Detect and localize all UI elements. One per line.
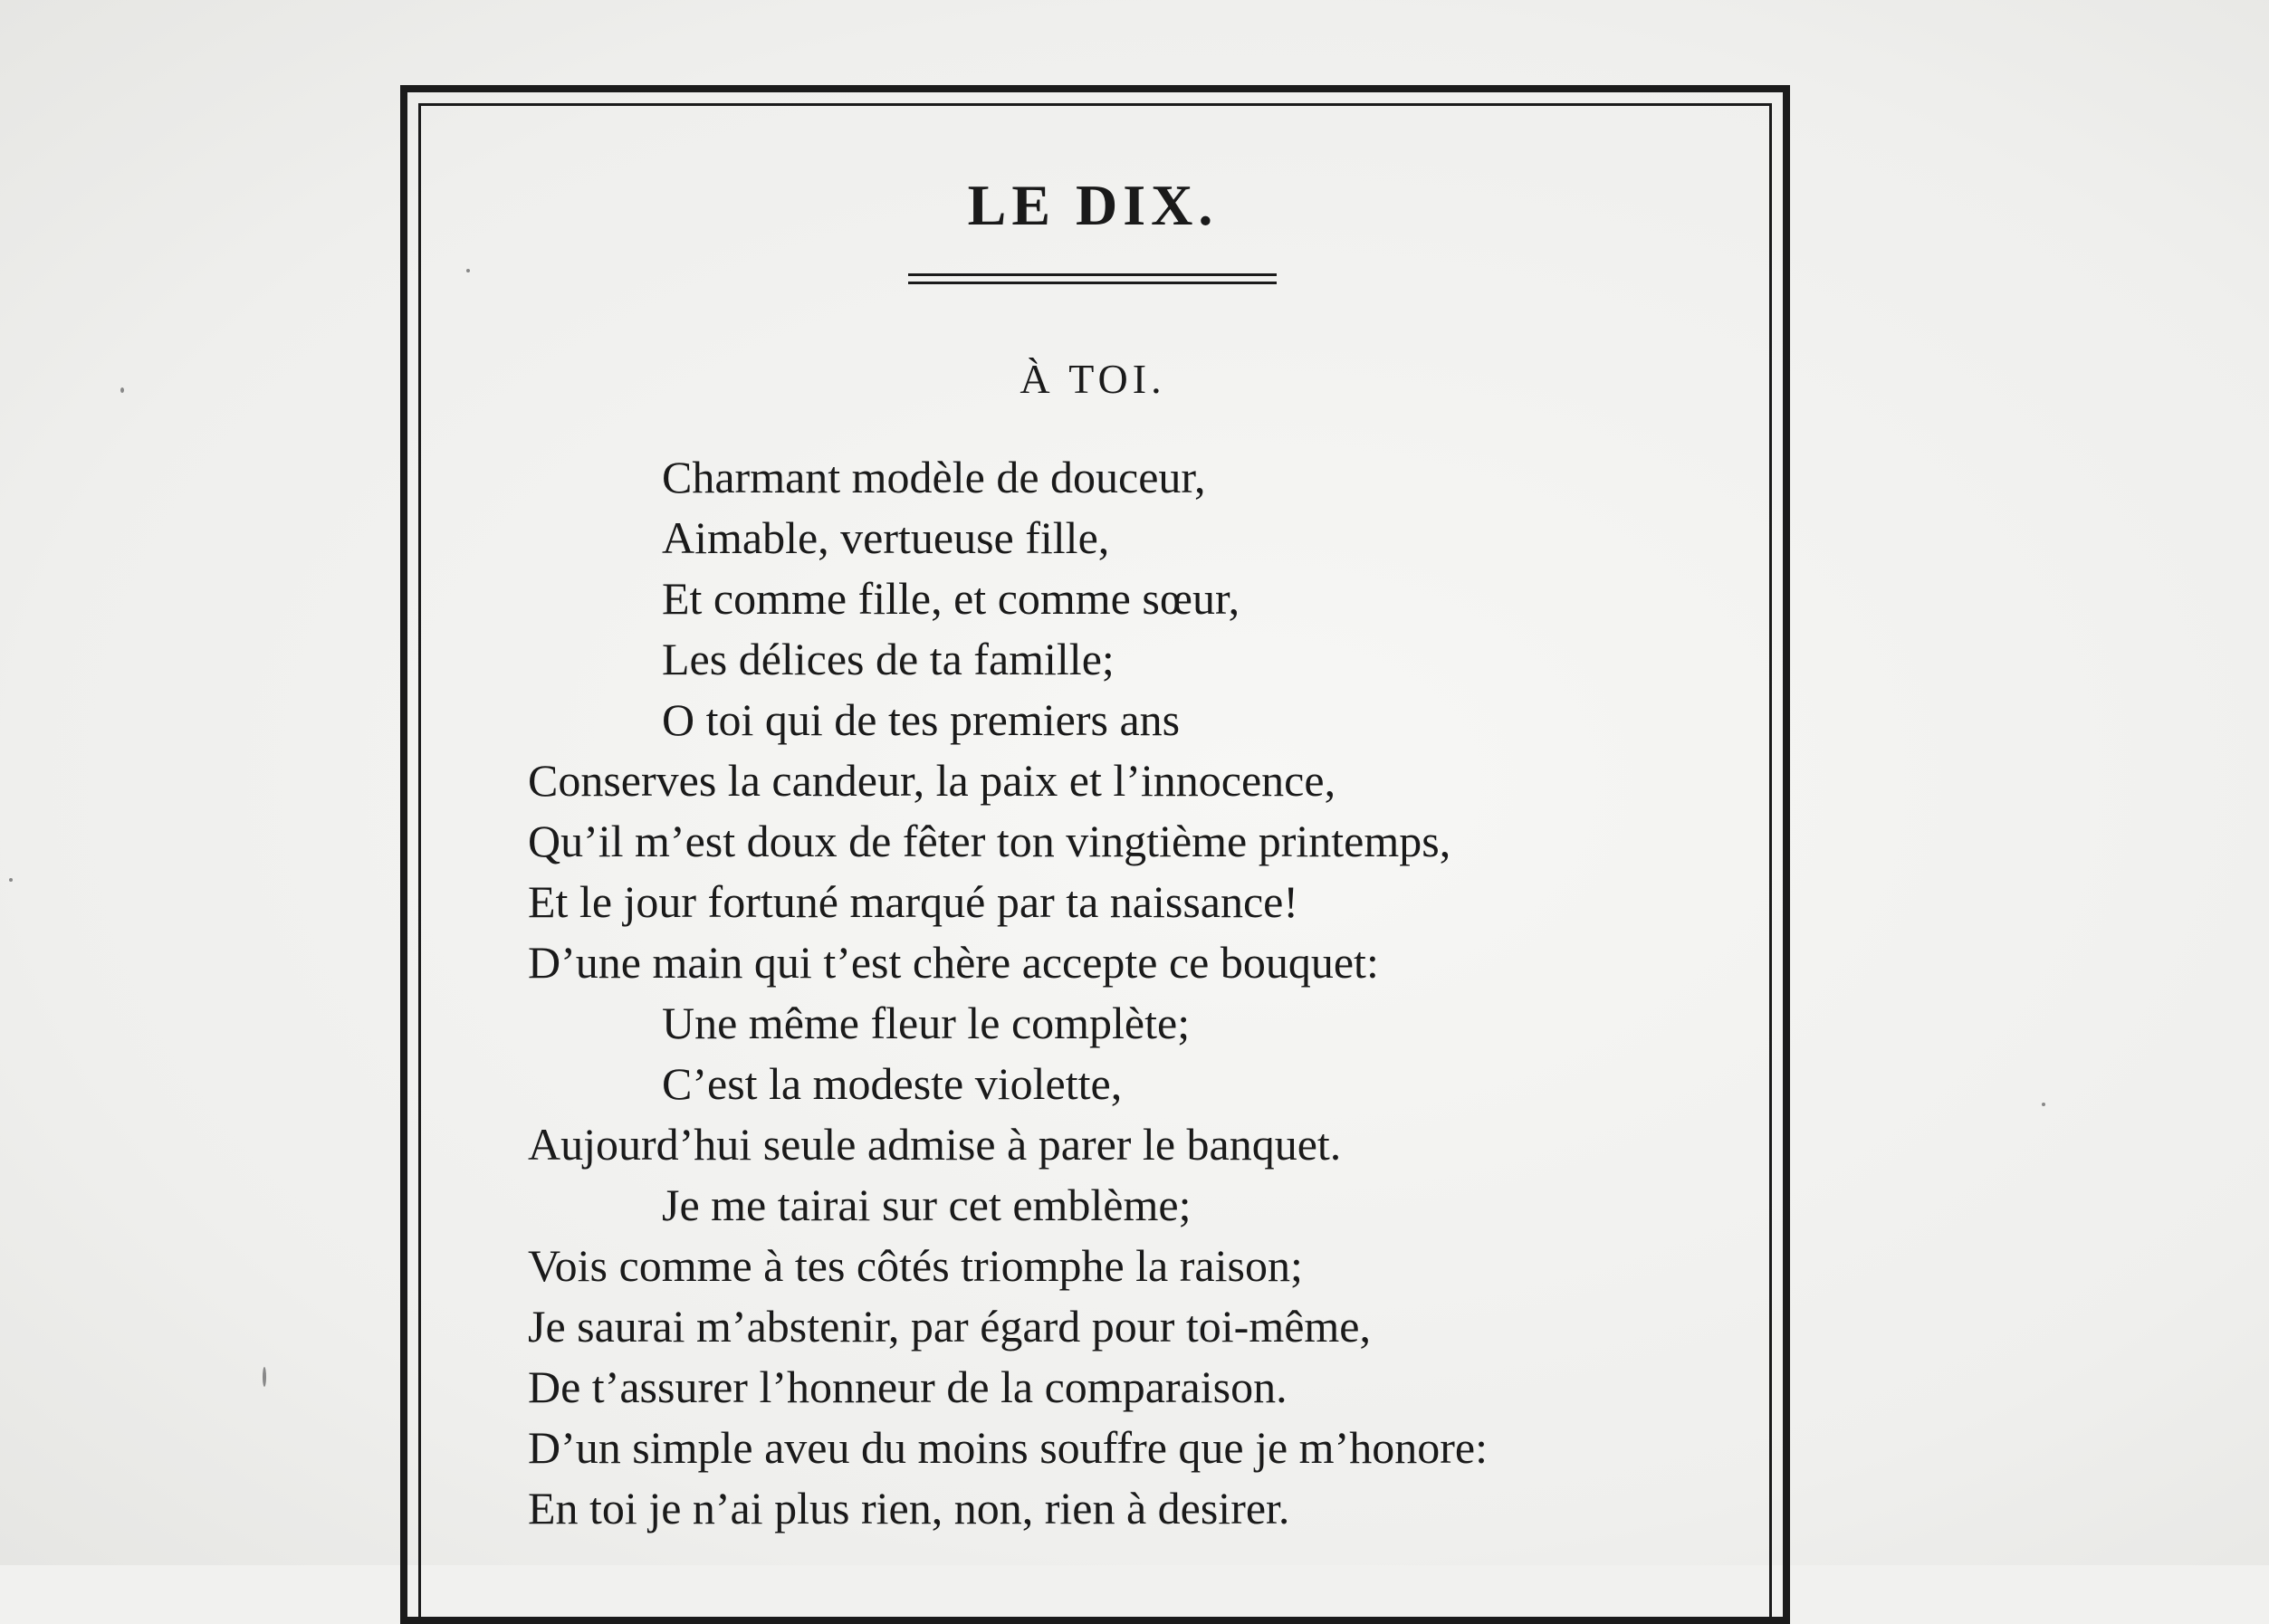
- paper-speck: [120, 387, 124, 393]
- paper-speck: [263, 1367, 266, 1387]
- poem-line: Une même fleur le complète;: [662, 998, 1191, 1048]
- poem-line: Les délices de ta famille;: [662, 634, 1115, 684]
- title-rule-lower: [908, 282, 1277, 284]
- poem-line: De t’assurer l’honneur de la comparaison.: [528, 1361, 1288, 1412]
- poem-line: Charmant modèle de douceur,: [662, 452, 1206, 502]
- title-rule-upper: [908, 273, 1277, 276]
- poem-line: En toi je n’ai plus rien, non, rien à desirer.: [528, 1483, 1290, 1533]
- poem-line: Et le jour fortuné marqué par ta naissance!: [528, 876, 1299, 927]
- poem-line: Vois comme à tes côtés triomphe la raison;: [528, 1240, 1303, 1291]
- poem-body: [528, 447, 1488, 1539]
- paper-speck: [2042, 1103, 2045, 1106]
- poem-line: Aujourd’hui seule admise à parer le banquet.: [528, 1119, 1342, 1170]
- poem-line: O toi qui de tes premiers ans: [662, 694, 1181, 745]
- page-title: LE DIX.: [967, 173, 1219, 237]
- paper-speck: [9, 878, 13, 882]
- poem-line: C’est la modeste violette,: [662, 1058, 1123, 1109]
- poem-title: À TOI.: [1020, 356, 1166, 402]
- poem-line: D’un simple aveu du moins souffre que je m’honore:: [528, 1422, 1488, 1473]
- poem-line: Qu’il m’est doux de fêter ton vingtième printemps,: [528, 816, 1451, 866]
- paper-speck: [466, 269, 470, 272]
- poem-line: Conserves la candeur, la paix et l’innocence,: [528, 755, 1336, 806]
- poem-line: Je saurai m’abstenir, par égard pour toi-même,: [528, 1301, 1371, 1352]
- poem-line: Je me tairai sur cet emblème;: [662, 1180, 1192, 1230]
- poem-line: D’une main qui t’est chère accepte ce bouquet:: [528, 937, 1379, 988]
- poem-line: Et comme fille, et comme sœur,: [662, 573, 1240, 624]
- poem-line: Aimable, vertueuse fille,: [662, 512, 1110, 563]
